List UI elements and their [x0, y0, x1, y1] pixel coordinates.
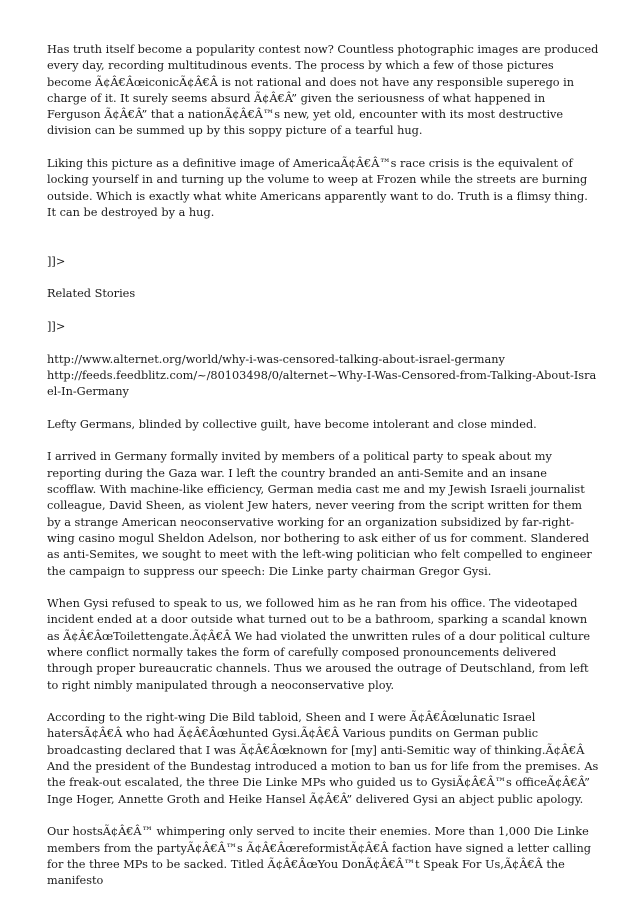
intro-paragraph-2: Liking this picture as a definitive image of AmericaÃ¢Â€Â™s race crisis is the equivalent of locking yourself in and turning up the volume to weep at Frozen while the streets are burning outside. Which is exactly what white Americans apparently want to do. Truth is a flimsy thing. It can be destroyed by a hug. — [47, 157, 588, 219]
article-summary: Lefty Germans, blinded by collective guilt, have become intolerant and close minded. — [47, 417, 537, 431]
intro-paragraph-1: Has truth itself become a popularity contest now? Countless photographic images are produced every day, recording multitudinous events. The process by which a few of those pictures become Ã¢Â€ÂœiconicÃ¢Â€Â is not rational and does not have any responsible superego in charge of it. It surely seems absurd Ã¢Â€Â” given the seriousness of what happened in Ferguson Ã¢Â€Â” that a nationÃ¢Â€Â™s new, yet old, encounter with its most destructive division can be summed up by this soppy picture of a tearful hug. — [47, 43, 599, 138]
blank-spacer — [47, 238, 599, 254]
body-paragraph-3: According to the right-wing Die Bild tabloid, Sheen and I were Ã¢Â€Âœlunatic Israel hatersÃ¢Â€Â who had Ã¢Â€Âœhunted Gysi.Ã¢Â€Â Various pundits on German public broadcasting declared that I was Ã¢Â€Âœknown for [my] anti-Semitic way of thinking.Ã¢Â€Â And the president of the Bundestag introduced a motion to ban us for life from the premises. As the freak-out escalated, the three Die Linke MPs who guided us to GysiÃ¢Â€Â™s officeÃ¢Â€Â” Inge Hoger, Annette Groth and Heike Hansel Ã¢Â€Â” delivered Gysi an abject public apology. — [47, 711, 599, 806]
body-paragraph-2: When Gysi refused to speak to us, we followed him as he ran from his office. The videotaped incident ended at a door outside what turned out to be a bathroom, sparking a scandal known as Ã¢Â€ÂœToilettengate.Ã¢Â€Â We had violated the unwritten rules of a dour political culture where conflict normally takes the form of carefully composed pronouncements delivered through proper bureaucratic channels. Thus we aroused the outrage of Deutschland, from left to right nimbly manipulated through a neoconservative ploy. — [47, 597, 591, 692]
url-block — [47, 352, 599, 401]
body-paragraph-4: Our hostsÃ¢Â€Â™ whimpering only served to incite their enemies. More than 1,000 Die Linke members from the partyÃ¢Â€Â™s Ã¢Â€ÂœreformistÃ¢Â€Â faction have signed a letter calling for the three MPs to be sacked. Titled Ã¢Â€ÂœYou DonÃ¢Â€Â™t Speak For Us,Ã¢Â€Â the manifesto — [47, 825, 591, 888]
feed-url: http://feeds.feedblitz.com/~/80103498/0/alternet~Why-I-Was-Censored-from-Talking-About-Israel-In-Germany — [47, 368, 597, 399]
cdata-end-marker-2: ]]> — [47, 320, 66, 334]
article-url: http://www.alternet.org/world/why-i-was-censored-talking-about-israel-germany — [47, 352, 505, 366]
cdata-end-marker: ]]> — [47, 254, 66, 268]
body-paragraph-1: I arrived in Germany formally invited by members of a political party to speak about my reporting during the Gaza war. I left the country branded an anti-Semite and an insane scofflaw. With machine-like efficiency, German media cast me and my Jewish Israeli journalist colleague, David Sheen, as violent Jew haters, never veering from the script written for them by a strange American neoconservative working for an organization subsidized by far-right-wing casino mogul Sheldon Adelson, nor bothering to ask either of us for comment. Slandered as anti-Semites, we sought to meet with the left-wing politician who felt compelled to engineer the campaign to suppress our speech: Die Linke party chairman Gregor Gysi. — [47, 450, 592, 578]
document-page — [47, 42, 599, 906]
related-stories-label: Related Stories — [47, 287, 136, 301]
